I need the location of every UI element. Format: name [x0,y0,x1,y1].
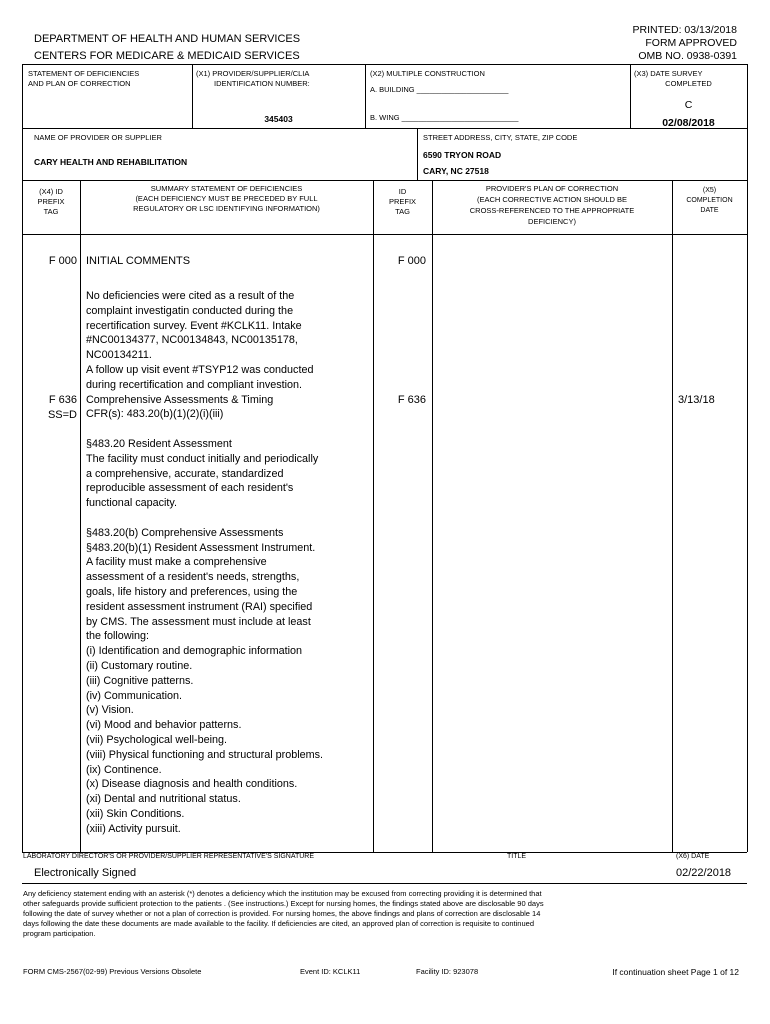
body-line: (vii) Psychological well-being. [86,733,228,746]
body-line: (ix) Continence. [86,763,162,776]
body-line: complaint investigatin conducted during the [86,304,294,317]
body-line [86,422,371,437]
body-line: goals, life history and preferences, using the [86,585,298,598]
body-line: (ii) Customary routine. [86,659,193,672]
col-divider [80,180,81,852]
body-line: (v) Vision. [86,704,134,717]
disclaimer-line: Any deficiency statement ending with an asterisk (*) denotes a deficiency which the institution may be excused from correcting providing it is determined that [23,889,542,898]
f000-tag-right: F 000 [397,255,426,267]
col-divider [373,180,374,852]
disclaimer-line: other safeguards provide sufficient protection to the patients . (See instructions.) Except for nursing homes, the findings stated above are disclosable 90 days [23,899,544,908]
body-line: Comprehensive Assessments & Timing [86,393,274,406]
body-line: (i) Identification and demographic information [86,645,303,658]
department-name: DEPARTMENT OF HEALTH AND HUMAN SERVICES [34,33,301,45]
body-line: §483.20(b) Comprehensive Assessments [86,526,284,539]
x5-header-2: COMPLETION [686,197,733,204]
frame-left-line [22,64,23,852]
signature-date: 02/22/2018 [676,867,732,879]
body-line: §483.20 Resident Assessment [86,437,232,450]
statement-label-2: AND PLAN OF CORRECTION [28,79,131,88]
divider [417,128,418,180]
page-number: If continuation sheet Page 1 of 12 [612,967,739,977]
statement-label: STATEMENT OF DEFICIENCIES [28,69,140,78]
form-number: FORM CMS-2567(02-99) Previous Versions Obsolete [23,967,202,976]
body-line: The facility must conduct initially and periodically [86,452,319,465]
body-line: assessment of a resident's needs, strengths, [86,571,300,584]
provider-id-number: 345403 [264,114,293,124]
event-id: Event ID: KCLK11 [300,967,361,976]
divider [22,883,747,884]
title-label: TITLE [507,853,527,860]
signature-label: LABORATORY DIRECTOR'S OR PROVIDER/SUPPLIER REPRESENTATIVE'S SIGNATURE [23,853,315,860]
frame-top-line [22,64,747,65]
street-address: 6590 TRYON ROAD [423,150,502,160]
address-label: STREET ADDRESS, CITY, STATE, ZIP CODE [423,133,578,142]
facility-id: Facility ID: 923078 [416,967,479,976]
x3-label: (X3) DATE SURVEY [634,69,703,78]
body-line: A facility must make a comprehensive [86,556,267,569]
body-line: functional capacity. [86,497,178,510]
x5-header: (X5) [702,187,717,194]
body-line [86,511,371,526]
provider-name: CARY HEALTH AND REHABILITATION [34,157,188,167]
printed-date: PRINTED: 03/13/2018 [632,24,737,36]
form-approved: FORM APPROVED [645,37,737,49]
survey-completed-date: 02/08/2018 [662,117,715,129]
x3-label-2: COMPLETED [665,79,712,88]
disclaimer-line: program participation. [23,929,96,938]
signature-value: Electronically Signed [34,867,137,879]
id-header-2: PREFIX [388,197,417,206]
divider [22,180,747,181]
body-line: (x) Disease diagnosis and health conditions. [86,778,298,791]
disclaimer-line: following the date of survey whether or not a plan of correction is provided. For nursing homes, the above findings and plans of correction are disclosable 14 [23,909,541,918]
body-line: (iii) Cognitive patterns. [86,674,194,687]
body-line: a comprehensive, accurate, standardized [86,467,284,480]
body-line: reproducible assessment of each resident's [86,482,294,495]
body-line: (xiii) Activity pursuit. [86,822,181,835]
body-line: (xi) Dental and nutritional status. [86,793,241,806]
summary-header-3: REGULATORY OR LSC IDENTIFYING INFORMATION) [133,204,320,213]
body-line: A follow up visit event #TSYP12 was conducted [86,363,314,376]
plan-header-3: CROSS-REFERENCED TO THE APPROPRIATE [469,206,635,215]
x5-header-3: DATE [700,207,719,214]
body-line: (vi) Mood and behavior patterns. [86,719,242,732]
provider-name-label: NAME OF PROVIDER OR SUPPLIER [34,133,162,142]
divider [365,64,366,128]
col-divider [432,180,433,852]
frame-right-line [747,64,748,852]
omb-number: OMB NO. 0938-0391 [638,50,737,62]
body-line: by CMS. The assessment must include at least [86,615,311,628]
body-line: NC00134211. [86,349,152,362]
summary-header-2: (EACH DEFICIENCY MUST BE PRECEDED BY FULL [135,194,318,203]
deficiency-body [86,289,371,836]
date-label: (X6) DATE [676,853,710,860]
city-state-zip: CARY, NC 27518 [423,166,489,176]
x2-building: A. BUILDING ______________________ [370,85,509,94]
body-line: the following: [86,630,150,643]
body-line: §483.20(b)(1) Resident Assessment Instrument. [86,541,316,554]
x1-label-2: IDENTIFICATION NUMBER: [214,79,310,88]
body-line: CFR(s): 483.20(b)(1)(2)(i)(iii) [86,408,224,421]
agency-name: CENTERS FOR MEDICARE & MEDICAID SERVICES [34,50,300,62]
body-line: (viii) Physical functioning and structural problems. [86,748,324,761]
divider [22,234,747,235]
col-divider [672,180,673,852]
x1-label: (X1) PROVIDER/SUPPLIER/CLIA [196,69,310,78]
body-line: resident assessment instrument (RAI) specified [86,600,313,613]
f000-tag: F 000 [48,255,77,267]
body-line: during recertification and compliant investion. [86,378,303,391]
x4-header-2: PREFIX [37,197,65,206]
f636-tag: F 636 [48,394,77,406]
f636-severity: SS=D [47,409,77,421]
survey-letter: C [684,99,693,111]
plan-header-2: (EACH CORRECTIVE ACTION SHOULD BE [476,195,628,204]
body-line: #NC00134377, NC00134843, NC00135178, [86,334,298,347]
x2-label: (X2) MULTIPLE CONSTRUCTION [370,69,485,78]
body-line: No deficiencies were cited as a result of the [86,290,295,302]
x4-header: (X4) ID [39,187,63,196]
x4-header-3: TAG [43,207,59,216]
summary-header: SUMMARY STATEMENT OF DEFICIENCIES [150,184,303,193]
id-header: ID [398,187,407,196]
plan-header-4: DEFICIENCY) [528,217,576,226]
id-header-3: TAG [395,207,410,216]
disclaimer-line: days following the date these documents are made available to the facility. If deficiencies are cited, an approved plan of correction is requisite to continued [23,919,534,928]
body-line: (iv) Communication. [86,689,182,702]
body-line: (xii) Skin Conditions. [86,807,185,820]
disclaimer [23,889,747,939]
plan-header: PROVIDER'S PLAN OF CORRECTION [485,184,619,193]
f636-tag-right: F 636 [397,394,426,406]
x2-wing: B. WING ____________________________ [370,113,519,122]
f000-title: INITIAL COMMENTS [86,255,191,267]
f636-completion-date: 3/13/18 [678,394,715,406]
body-line: recertification survey. Event #KCLK11. Intake [86,319,302,332]
